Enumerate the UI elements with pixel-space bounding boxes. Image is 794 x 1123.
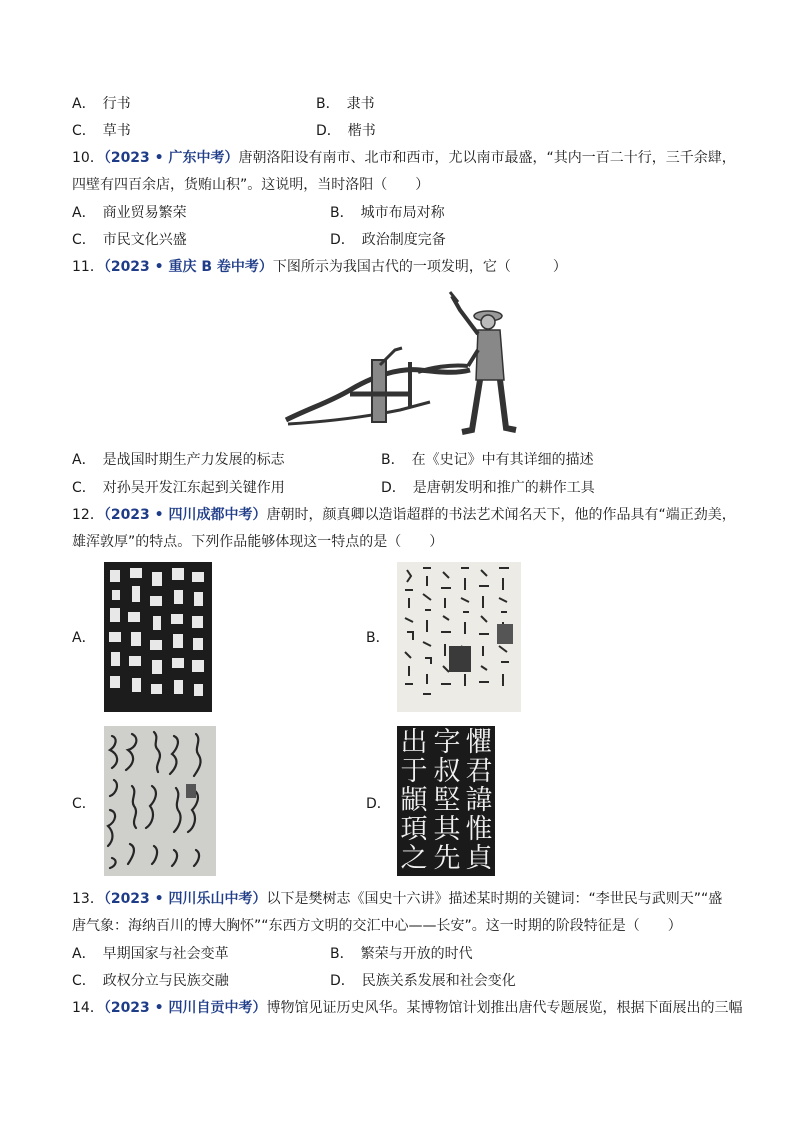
q10-source: （2023 • 广东中考） [103,150,239,166]
q12-d-char: 叔 [433,756,461,787]
q11-option-c[interactable]: C． 对孙吴开发江东起到关键作用 [72,480,285,496]
q12-d-column-3 [400,728,428,873]
q11-source: （2023 • 重庆 B 卷中考） [103,259,273,275]
q13-number: 13． [72,891,104,907]
q12-d-column-1 [465,728,493,873]
q12-d-char: 貞 [465,843,493,874]
q11-number: 11． [72,259,104,275]
q12-d-char: 字 [433,727,461,758]
q14-source: （2023 • 四川自贡中考） [103,1000,267,1016]
q12-d-column-2 [433,728,461,873]
q11-option-b[interactable]: B． 在《史记》中有其详细的描述 [381,452,594,468]
q13-stem-line1 [72,889,722,909]
plough-illustration [280,290,530,440]
q13-source: （2023 • 四川乐山中考） [103,891,267,907]
q9-option-d[interactable]: D． 楷书 [316,123,376,139]
q10-option-b[interactable]: B． 城市布局对称 [330,205,445,221]
q12-d-char: 之 [400,843,428,874]
q12-d-char: 君 [465,756,493,787]
q10-option-c[interactable]: C． 市民文化兴盛 [72,232,187,248]
q10-stem-line2: 四壁有四百余店，货贿山积”。这说明，当时洛阳（ ） [72,177,430,193]
q14-text: 博物馆见证历史风华。某博物馆计划推出唐代专题展览，根据下面展出的三幅 [266,1000,743,1016]
q12-number: 12． [72,507,104,523]
q12-option-d-rubbing-image[interactable] [397,726,495,876]
q13-option-b[interactable]: B． 繁荣与开放的时代 [330,946,473,962]
q13-option-c[interactable]: C． 政权分立与民族交融 [72,973,229,989]
q13-option-d[interactable]: D． 民族关系发展和社会变化 [330,973,516,989]
q11-text: 下图所示为我国古代的一项发明，它（ ） [272,259,567,275]
q11-stem-line1 [72,257,567,277]
q12-option-b-label[interactable]: B． [366,630,390,646]
q11-option-a[interactable]: A． 是战国时期生产力发展的标志 [72,452,285,468]
q13-stem-line2: 唐气象：海纳百川的博大胸怀”“东西方文明的交汇中心——长安”。这一时期的阶段特征是（ ） [72,918,682,934]
q12-d-char: 其 [433,814,461,845]
q10-stem-line1 [72,148,736,168]
q9-option-a[interactable]: A． 行书 [72,96,131,112]
q12-option-d-label[interactable]: D． [366,796,391,812]
q12-d-char: 于 [400,756,428,787]
q12-d-char: 諱 [465,785,493,816]
q12-option-c-cursive-image[interactable] [104,726,216,876]
q10-option-d[interactable]: D． 政治制度完备 [330,232,446,248]
q12-source: （2023 • 四川成都中考） [103,507,267,523]
q12-d-char: 頊 [400,814,428,845]
q12-d-char: 顓 [400,785,428,816]
q12-option-a-rubbing-image[interactable] [104,562,212,712]
q12-option-c-label[interactable]: C． [72,796,96,812]
q10-text: 唐朝洛阳设有南市、北市和西市，尤以南市最盛，“其内一百二十行，三千余肆， [238,150,736,166]
q10-number: 10． [72,150,104,166]
q12-text: 唐朝时，颜真卿以造诣超群的书法艺术闻名天下，他的作品具有“端正劲美， [266,507,736,523]
q10-option-a[interactable]: A． 商业贸易繁荣 [72,205,187,221]
q12-d-char: 先 [433,843,461,874]
q12-d-char: 懼 [465,727,493,758]
q11-option-d[interactable]: D． 是唐朝发明和推广的耕作工具 [381,480,595,496]
q12-d-char: 出 [400,727,428,758]
q13-text: 以下是樊树志《国史十六讲》描述某时期的关键词：“李世民与武则天”“盛 [266,891,723,907]
q13-option-a[interactable]: A． 早期国家与社会变革 [72,946,229,962]
q12-option-b-manuscript-image[interactable] [397,562,521,712]
q14-stem-line1 [72,998,743,1018]
q12-d-char: 惟 [465,814,493,845]
q12-stem-line1 [72,505,736,525]
q9-option-b[interactable]: B． 隶书 [316,96,375,112]
q12-stem-line2: 雄浑敦厚”的特点。下列作品能够体现这一特点的是（ ） [72,534,444,550]
q12-option-a-label[interactable]: A． [72,630,96,646]
q9-option-c[interactable]: C． 草书 [72,123,131,139]
q14-number: 14． [72,1000,104,1016]
q12-d-char: 堅 [433,785,461,816]
